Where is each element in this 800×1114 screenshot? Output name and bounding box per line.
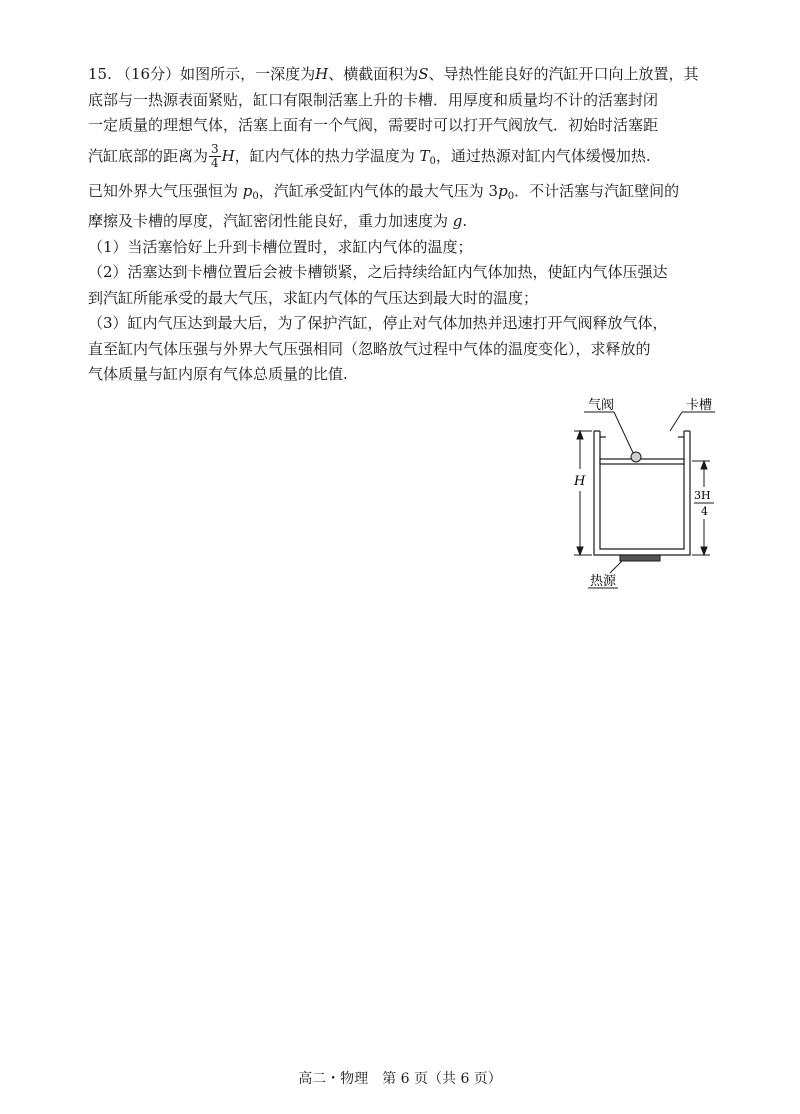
var-g: g [452,212,463,230]
valve-icon [631,452,641,462]
stem-line-2: 底部与一热源表面紧贴，缸口有限制活塞上升的卡槽．用厚度和质量均不计的活塞封闭 [88,90,659,109]
cylinder-diagram [560,395,730,605]
fraction-denominator: 4 [211,156,219,170]
stem-text: 摩擦及卡槽的厚度，汽缸密闭性能良好，重力加速度为 [88,212,453,230]
stem-text: 、横截面积为 [328,65,419,83]
label-3H: 3H [694,489,711,502]
var-S: S [418,65,429,83]
stem-text: 、导热性能良好的汽缸开口向上放置，其 [428,65,699,83]
stem-text: ，通过热源对缸内气体缓慢加热. [435,146,651,165]
cylinder-walls [594,431,690,555]
stem-text: ，缸内气体的热力学温度为 [234,146,420,165]
stem-text: . [462,212,468,230]
label-slot: 卡槽 [686,398,713,413]
stem-text: ，汽缸承受缸内气体的最大气压为 3 [258,181,499,200]
fraction-numerator: 3 [211,142,219,156]
var-H: H [221,146,235,165]
problem-stem [88,62,718,235]
valve-leader-line [614,412,635,457]
question-2-text: 到汽缸所能承受的最大气压，求缸内气体的气压达到最大时的温度； [88,288,539,307]
problem-15 [88,62,718,388]
label-heat: 热源 [590,574,617,589]
question-3 [88,311,718,388]
problem-number: 15. [88,65,112,83]
question-1-text: （1）当活塞恰好上升到卡槽位置时，求缸内气体的温度； [88,237,473,256]
question-2 [88,260,718,311]
question-1 [88,235,718,261]
question-3-text: 直至缸内气体压强与外界大气压强相同（忽略放气过程中气体的温度变化），求释放的 [88,339,651,358]
problem-points: （16分） [116,65,181,83]
slot-leader-line [670,412,682,431]
piston [600,459,684,464]
page-footer: 高二・物理 第 6 页（共 6 页） [298,1071,502,1087]
label-H: H [574,474,586,489]
stem-text: 已知外界大气压强恒为 [88,181,243,200]
heat-source [620,555,660,561]
stem-text: 如图所示，一深度为 [180,65,316,83]
stem-text: 汽缸底部的距离为 [88,146,209,165]
var-T: T [419,146,430,165]
var-p-sub: 0 [507,190,515,202]
label-valve: 气阀 [588,398,615,413]
var-p: p [498,181,508,200]
fraction-3-4 [209,143,221,170]
var-p: p [242,181,253,200]
stem-text: ．不计活塞与汽缸壁间的 [514,181,680,200]
var-H: H [315,65,329,83]
var-T-sub: 0 [429,155,436,167]
question-3-text: 气体质量与缸内原有气体总质量的比值. [88,365,348,383]
heat-leader-line [610,561,622,573]
question-3-text: （3）缸内气压达到最大后，为了保护汽缸，停止对气体加热并迅速打开气阀释放气体， [88,314,668,332]
stem-line-3: 一定质量的理想气体，活塞上面有一个气阀，需要时可以打开气阀放气．初始时活塞距 [88,116,659,134]
dimension-H [574,431,592,555]
question-2-text: （2）活塞达到卡槽位置后会被卡槽锁紧，之后持续给缸内气体加热，使缸内气体压强达 [88,263,668,281]
var-p-sub: 0 [252,190,259,202]
label-4: 4 [701,505,708,518]
